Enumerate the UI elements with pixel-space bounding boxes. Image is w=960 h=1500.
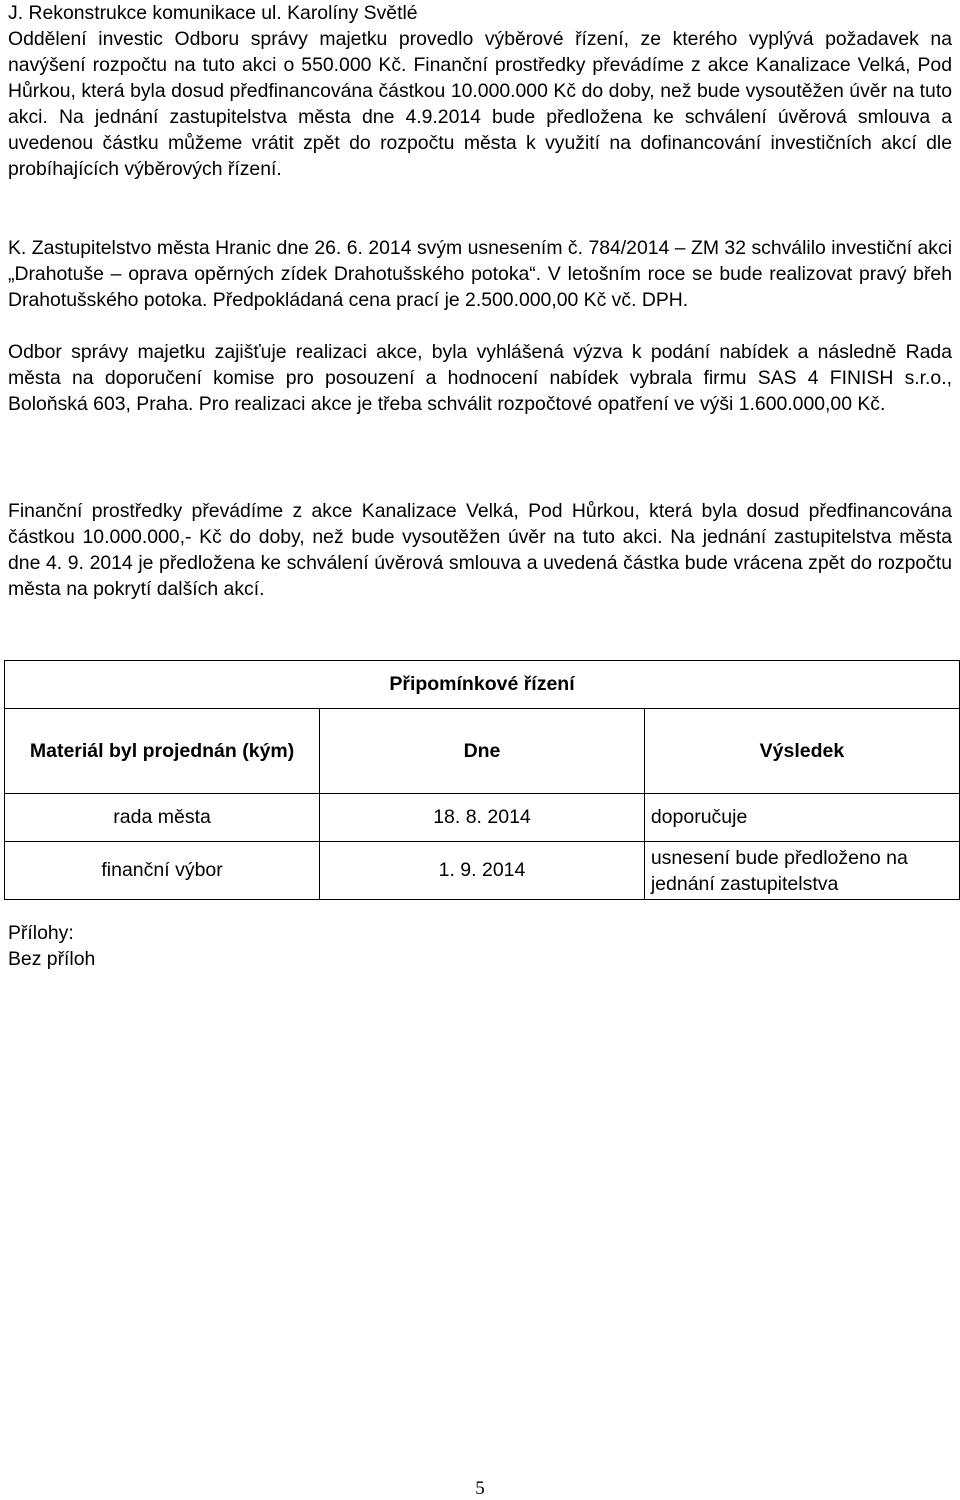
table-row [5, 842, 960, 900]
row-1-date: 18. 8. 2014 [320, 794, 645, 842]
row-2-date: 1. 9. 2014 [320, 842, 645, 900]
section-j-body: Oddělení investic Odboru správy majetku provedlo výběrové řízení, ze kterého vyplývá požadavek na navýšení rozpočtu na tuto akci o 550.000 Kč. Finanční prostředky převádíme z akce Kanalizace Velká, Pod Hůrkou, která byla dosud předfinancována částkou 10.000.000 Kč do doby, než bude vysoutěžen úvěr na tuto akci. Na jednání zastupitelstva města dne 4.9.2014 bude předložena ke schválení úvěrová smlouva a uvedenou částku můžeme vrátit zpět do rozpočtu města k využití na dofinancování investičních akcí dle probíhajících výběrových řízení. [8, 28, 952, 180]
section-k-paragraph-1: K. Zastupitelstvo města Hranic dne 26. 6. 2014 svým usnesením č. 784/2014 – ZM 32 schválilo investiční akci „Drahotuše – oprava opěrných zídek Drahotušského potoka“. V letošním roce se bude realizovat pravý břeh Drahotušského potoka. Předpokládaná cena prací je 2.500.000,00 Kč vč. DPH. [8, 237, 952, 311]
page-number: 5 [475, 1478, 485, 1499]
table-row [5, 794, 960, 842]
review-table [4, 660, 960, 900]
attachments-block [8, 920, 95, 972]
attachments-label: Přílohy: [8, 922, 74, 944]
header-date: Dne [320, 709, 645, 794]
review-table-header-row [5, 709, 960, 794]
transfer-note: Finanční prostředky převádíme z akce Kanalizace Velká, Pod Hůrkou, která byla dosud předfinancována částkou 10.000.000,- Kč do doby, než bude vysoutěžen úvěr na tuto akci. Na jednání zastupitelstva města dne 4. 9. 2014 je předložena ke schválení úvěrová smlouva a uvedená částka bude vrácena zpět do rozpočtu města na pokrytí dalších akcí. [8, 500, 952, 600]
attachments-value: Bez příloh [8, 948, 96, 970]
row-1-who: rada města [5, 794, 320, 842]
header-result: Výsledek [644, 709, 959, 794]
row-1-result: doporučuje [644, 794, 959, 842]
header-who: Materiál byl projednán (kým) [5, 709, 320, 794]
section-j-heading: J. Rekonstrukce komunikace ul. Karolíny Světlé [8, 2, 418, 24]
row-2-who: finanční výbor [5, 842, 320, 900]
section-k-paragraph-2: Odbor správy majetku zajišťuje realizaci akce, byla vyhlášená výzva k podání nabídek a následně Rada města na doporučení komise pro posouzení a hodnocení nabídek vybrala firmu SAS 4 FINISH s.r.o., Boloňská 603, Praha. Pro realizaci akce je třeba schválit rozpočtové opatření ve výši 1.600.000,00 Kč. [8, 341, 952, 415]
review-table-title: Připomínkové řízení [5, 661, 960, 709]
review-table-wrapper [4, 660, 960, 899]
review-table-title-row [5, 661, 960, 709]
row-2-result: usnesení bude předloženo na jednání zastupitelstva [644, 842, 959, 900]
